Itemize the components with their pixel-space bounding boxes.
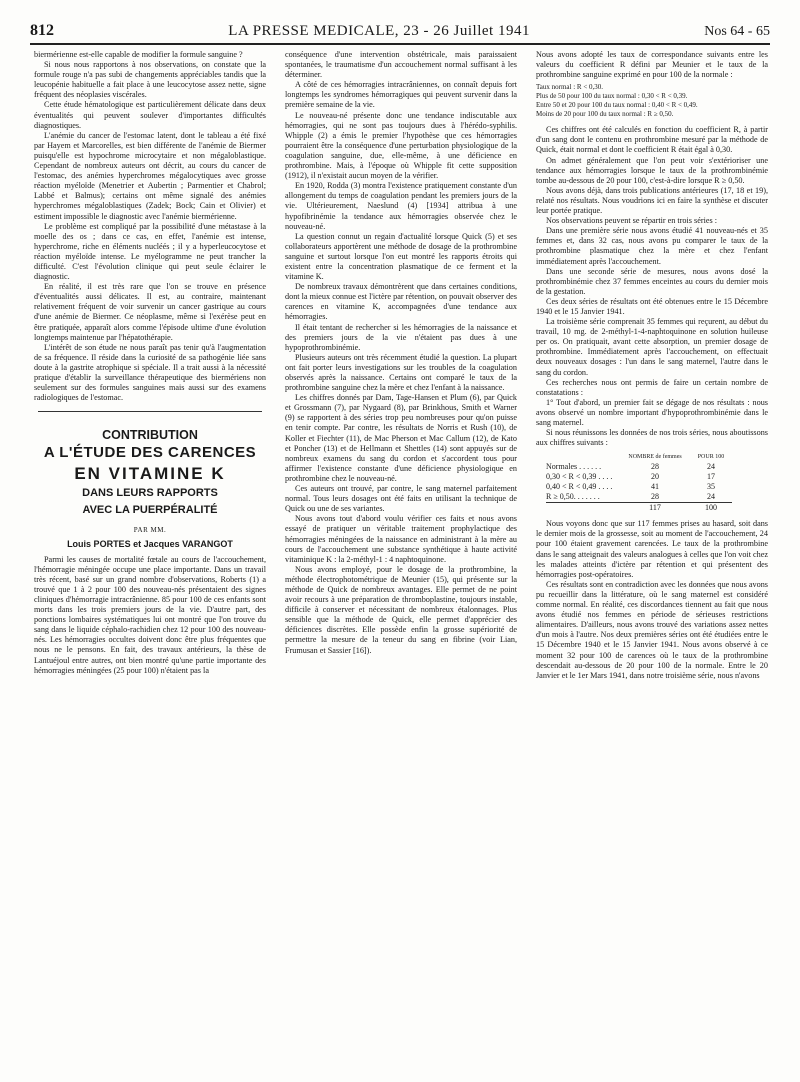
page-header xyxy=(30,14,770,45)
threshold-item: Plus de 50 pour 100 du taux normal : 0,30 < R < 0,39. xyxy=(536,92,688,101)
paragraph: La question connut un regain d'actualité lorsque Quick (5) et ses collaborateurs apportèrent une méthode de dosage de la prothrombine sanguine et surtout lorsque l'on eut montré les rapports étroits qui existent entre la concentration plasmatique de ce ferment et la vitamine K. xyxy=(285,231,517,282)
paragraph: biermérienne est-elle capable de modifier la formule sanguine ? xyxy=(34,50,243,59)
table-row xyxy=(546,462,732,472)
article-heading xyxy=(34,420,266,554)
paragraph: Dans une première série nous avons étudié 41 nouveau-nés et 35 femmes et, dans 32 cas, nous avons pu comparer le taux de la prothrombine plasmatique chez la mère et chez l'enfant immédiatement après l'accouchement. xyxy=(536,226,768,266)
row-percent: 35 xyxy=(706,482,715,492)
paragraph: Nous avons déjà, dans trois publications antérieures (17, 18 et 19), relaté nos résultats. Nous voudrions ici en faire la synthèse et discuter leur portée pratique. xyxy=(536,185,768,216)
total-percent: 100 xyxy=(690,503,733,514)
paragraph: Nous avons employé, pour le dosage de la prothrombine, la méthode électrophotométrique de Meunier (15), qui présente sur la méthode de Quick de nombreux avantages. Elle permet de ne point avoir recours à une préparation de thromboplastine, toujours instable, difficile à conserver et nécessitant de nombreux étalonnages. Plus sensible que la méthode de Quick, elle permet d'apprécier des déficiences discrètes. Elle possède enfin la grosse supériorité de permettre la mesure de la teneur du sang en fibrine (voir Lian, Frumusan et Sassier [16]). xyxy=(285,564,517,655)
paragraph: Plusieurs auteurs ont très récemment étudié la question. La plupart ont fait porter leurs investigations sur les troubles de la coagulation observés après la naissance. Certains ont comparé le taux de la prothrombine sanguine chez la mère et chez l'enfant à la naissance. xyxy=(285,352,517,393)
row-count: 41 xyxy=(651,482,660,492)
journal-title-line xyxy=(228,23,530,40)
table-row xyxy=(546,492,732,503)
column-2 xyxy=(285,50,517,1070)
table-total-row xyxy=(546,503,732,514)
paragraph: Il était tentant de rechercher si les hémorragies de la naissance et des premiers jours de la vie n'étaient pas dues à une hypoprothrombinémie. xyxy=(285,322,517,352)
table-header-count: NOMBRE de femmes xyxy=(628,454,682,461)
paragraph: L'intérêt de son étude ne nous paraît pas tenir qu'à l'augmentation de sa fréquence. Il réside dans la curiosité de sa pathogénie liée sans doute à la gastrite atrophique si spéciale. Il a trait aussi à la nécessité pratique d'établir la surveillance thérapeutique des biermériens non seulement sur des formules sanguines mais aussi sur des examens radiologiques de l'estomac. xyxy=(34,342,266,403)
paragraph: Ces résultats sont en contradiction avec les données que nous avons pu recueillir dans la littérature, où le sang maternel est considéré comme normal. En réalité, ces discordances tiennent au fait que nous avons étudié nos femmes en période de sérieuses restrictions alimentaires. D'ailleurs, nous avons trouvé des variations assez nettes d'un mois à l'autre. Nos deux premières séries ont été étudiées entre le 15 Décembre 1940 et le 15 Janvier 1941. Nous avons observé à ce moment 32 pour 100 de carences où le taux de la prothrombine descendait au-dessous de 20 pour 100 de la normale. Entre le 20 Janvier et le 1er Mars 1941, dans notre troisième série, nous n'avons xyxy=(536,579,768,680)
row-count: 20 xyxy=(651,472,660,482)
threshold-item: Moins de 20 pour 100 du taux normal : R ≥ 0,50. xyxy=(536,110,674,119)
paragraph: Dans une seconde série de mesures, nous avons dosé la prothrombinémie chez 37 femmes enceintes au cours du dernier mois de la gestation. xyxy=(536,266,768,296)
issue-date: 23 - 26 Juillet 1941 xyxy=(403,23,530,39)
threshold-item: Entre 50 et 20 pour 100 du taux normal : 0,40 < R < 0,49. xyxy=(536,101,698,110)
journal-name: LA PRESSE MEDICALE, xyxy=(228,23,400,39)
table-header-percent: POUR 100 xyxy=(697,454,725,461)
article-subtitle-line: DANS LEURS RAPPORTS xyxy=(82,486,218,499)
article-authors: Louis PORTES et Jacques VARANGOT xyxy=(67,538,233,549)
article-subtitle-line: AVEC LA PUERPÉRALITÉ xyxy=(82,503,218,516)
column-1 xyxy=(34,50,266,1070)
results-table xyxy=(546,452,732,513)
paragraph: On admet généralement que l'on peut voir s'extérioriser une tendance aux hémorragies lorsque le taux de la prothrombinémie tombe au-dessous de 20 pour 100, c'est-à-dire lorsque R ≥ 0,50. xyxy=(536,155,768,185)
article-title-line: A L'ÉTUDE DES CARENCES xyxy=(43,443,257,461)
page-number: 812 xyxy=(30,22,54,39)
row-count: 28 xyxy=(651,462,660,472)
paragraph: De nombreux travaux démontrèrent que dans certaines conditions, dont la mieux connue est l'ictère par rétention, on pouvait observer des carences en vitamine K, accompagnées d'une tendance aux hémorragies. xyxy=(285,282,517,322)
article-title-line: CONTRIBUTION xyxy=(102,428,198,443)
row-percent: 17 xyxy=(706,472,715,482)
paragraph: Nous voyons donc que sur 117 femmes prises au hasard, soit dans le dernier mois de la grossesse, soit au moment de l'accouchement, 24 pour 100 étaient gravement carencées. Le taux de la prothrombine dans le sang atteignait des valeurs analogues à celles que l'on voit chez les malades atteints d'ictère par rétention et qui présentent des hémorragies post-opératoires. xyxy=(536,519,768,579)
row-percent: 24 xyxy=(706,492,715,502)
row-label: R ≥ 0,50. . . . . . . xyxy=(546,492,600,502)
paragraph: Les chiffres donnés par Dam, Tage-Hansen et Plum (6), par Quick et Grossmann (7), par Nygaard (8), par Brinkhous, Smith et Warner (9) se rapportent à des séries trop peu nombreuses pour qu'on puisse en tenir compte. Par contre, les résultats de Norris et Rush (10), de Koller et Fiechter (11), de Mac Pherson et Mac Callum (12), de Kato et Poncher (13) et de Hellmann et Shettles (14) sont appuyés sur de nombreux examens du sang du cordon et s'accordent tous pour affirmer l'existence constante d'une déficience physiologique en prothrombine chez le nouveau-né. xyxy=(285,393,517,483)
table-header-row xyxy=(546,452,732,462)
row-count: 28 xyxy=(651,492,660,502)
paragraph: Le problème est compliqué par la possibilité d'une métastase à la moelle des os ; dans ce cas, en effet, l'anémie est intense, hyperchrome, riche en éléments nucléés ; il y a hyperleucocytose et réaction myéloïde intense. Le myélogramme ne peut trancher la difficulté. C'est l'évolution clinique qui peut seule éclairer le diagnostic. xyxy=(34,221,266,282)
paragraph: Nous avons adopté les taux de correspondance suivants entre les valeurs du coefficient R défini par Meunier et le taux de la prothrombine sanguine exprimé en pour 100 de la normale : xyxy=(536,50,768,80)
paragraph: La troisième série comprenait 35 femmes qui reçurent, au début du travail, 10 mg. de 2-méthyl-1-4-naphtoquinone en solution huileuse per os. On pratiquait, avant cette absorption, un premier dosage de prothrombine. Immédiatement après l'accouchement, on effectuait deux nouveaux dosages : l'un dans le sang maternel, l'autre dans le sang du cordon. xyxy=(536,317,768,377)
paragraph: Ces auteurs ont trouvé, par contre, le sang maternel parfaitement normal. Tous leurs dosages ont été faits en utilisant la technique de Quick ou une de ses variantes. xyxy=(285,484,517,514)
paragraph: Nous avons tout d'abord voulu vérifier ces faits et nous avons essayé de pratiquer un véritable traitement prophylactique des hémorragies méningées de la naissance en administrant à la mère au cours de l'accouchement une substance synthétique à haute activité vitaminique K : la 2-méthyl-1 : 4 naphtoquinone. xyxy=(285,514,517,564)
row-label: Normales . . . . . . xyxy=(546,462,602,472)
threshold-item: Taux normal : R < 0,30. xyxy=(536,83,604,92)
paragraph: conséquence d'une intervention obstétricale, mais paraissaient spontanées, le traumatisme d'un accouchement normal suffisant à les déterminer. xyxy=(285,50,517,80)
paragraph: Parmi les causes de mortalité fœtale au cours de l'accouchement, l'hémorragie méningée occupe une place importante. Dans un travail très récent, basé sur un grand nombre d'observations, Roberts (1) a trouvé que 1 à 2 pour 100 des nouveau-nés présentaient des signes cliniques d'hémorragie intracrânienne. 85 pour 100 de ces enfants sont morts dans les trois premiers jours de la vie. D'autre part, des ponctions lombaires systématiques lui ont montré que l'on trouve du sang dans le liquide céphalo-rachidien chez 12 pour 100 des nouveau-nés. Les hémorragies occultes doivent donc être plus fréquentes que nous ne le pensons. En fait, des travaux antérieurs, la thèse de Lantuéjoul entre autres, ont bien montré qu'une partie importante des hémorragies méningées (25 pour 100) n'étaient pas la xyxy=(34,554,266,675)
paragraph: L'anémie du cancer de l'estomac latent, dont le tableau a été fixé par Hayem et Marcorelles, est bien différente de l'anémie de Biermer puisqu'elle est hypochrome microcytaire et non mégaloblastique. Cependant de nombreux auteurs ont décrit, au cours du cancer de l'estomac, des anémies hyperchromes mégalocytiques avec grosse réaction myéloïde (Menetrier et Aubertin ; Parmentier et Chabrol; Labbé et Balmus); certains ont même signalé des anémies hyperchromes mégaloblastiques (Zadek; Bock; Cain et Olivier) et estiment impossible le diagnostic avec l'anémie biermérienne. xyxy=(34,130,266,221)
row-label: 0,30 < R < 0,39 . . . . xyxy=(546,472,613,482)
paragraph: Ces chiffres ont été calculés en fonction du coefficient R, à partir d'un sang dont le contenu en prothrombine mesuré par la méthode de Quick, était normal et dont le coefficient R était égal à 0,30. xyxy=(536,125,768,155)
total-count: 117 xyxy=(620,503,689,514)
paragraph: Ces recherches nous ont permis de faire un certain nombre de constatations : xyxy=(536,377,768,397)
paragraph: Ces deux séries de résultats ont été obtenues entre le 15 Décembre 1940 et le 15 Janvier 1941. xyxy=(536,296,768,316)
threshold-list xyxy=(536,83,768,119)
paragraph: Si nous réunissons les données de nos trois séries, nous aboutissons aux chiffres suivants : xyxy=(536,428,768,448)
byline-prefix: PAR MM. xyxy=(133,526,167,535)
paragraph: Si nous nous rapportons à nos observations, on constate que la formule rouge n'a pas subi de changements appréciables tandis que la leucopénie habituelle a fait place à une leucocytose assez nette, signe fréquent des néoplasies viscérales. xyxy=(34,60,266,100)
paragraph: Le nouveau-né présente donc une tendance indiscutable aux hémorragies, qui ne sont pas toujours dues à l'hérédo-syphilis. Whipple (2) a émis le premier l'hypothèse que ces hémorragies pourraient être la conséquence d'une perturbation physiologique de la coagulation sanguine, due, elle-même, à une déficience en prothrombine. Mais, à l'époque où Whipple fit cette supposition (1912), il n'existait aucun moyen de la vérifier. xyxy=(285,110,517,181)
row-percent: 24 xyxy=(706,462,715,472)
paragraph: 1° Tout d'abord, un premier fait se dégage de nos résultats : nous avons observé un nombre important d'hypoprothrombinémie dans le sang maternel. xyxy=(536,397,768,427)
total-blank xyxy=(546,503,620,514)
article-title-line: EN VITAMINE K xyxy=(74,463,226,483)
row-label: 0,40 < R < 0,49 . . . . xyxy=(546,482,613,492)
paragraph: A côté de ces hémorragies intracrâniennes, on connaît depuis fort longtemps les syndromes hémorragiques qui peuvent survenir dans la première semaine de la vie. xyxy=(285,80,517,110)
paragraph: En 1920, Rodda (3) montra l'existence pratiquement constante d'un allongement du temps de coagulation pendant les premiers jours de la vie. Ultérieurement, Naeslund (4) [1934] attribua à une hypofibrinémie la tendance aux hémorragies observée chez le nouveau-né. xyxy=(285,181,517,231)
table-header-blank xyxy=(546,452,620,462)
issue-number: Nos 64 - 65 xyxy=(704,24,770,39)
paragraph: Cette étude hématologique est particulièrement délicate dans deux éventualités qui peuvent soulever d'importantes difficultés diagnostiques. xyxy=(34,100,266,130)
paragraph: Nos observations peuvent se répartir en trois séries : xyxy=(546,216,717,226)
paragraph: En réalité, il est très rare que l'on se trouve en présence d'éventualités aussi délicates. Il est, au contraire, maintenant relativement fréquent de voir survenir un cancer gastrique au cours d'une anémie de Biermer. Ce néoplasme, même si l'exérèse peut en être pratiquée, apparaît alors comme l'épisode ultime d'une évolution longtemps maintenue par l'hépatothérapie. xyxy=(34,282,266,342)
table-row xyxy=(546,482,732,492)
table-row xyxy=(546,472,732,482)
section-divider xyxy=(38,411,262,412)
column-3 xyxy=(536,50,768,1070)
